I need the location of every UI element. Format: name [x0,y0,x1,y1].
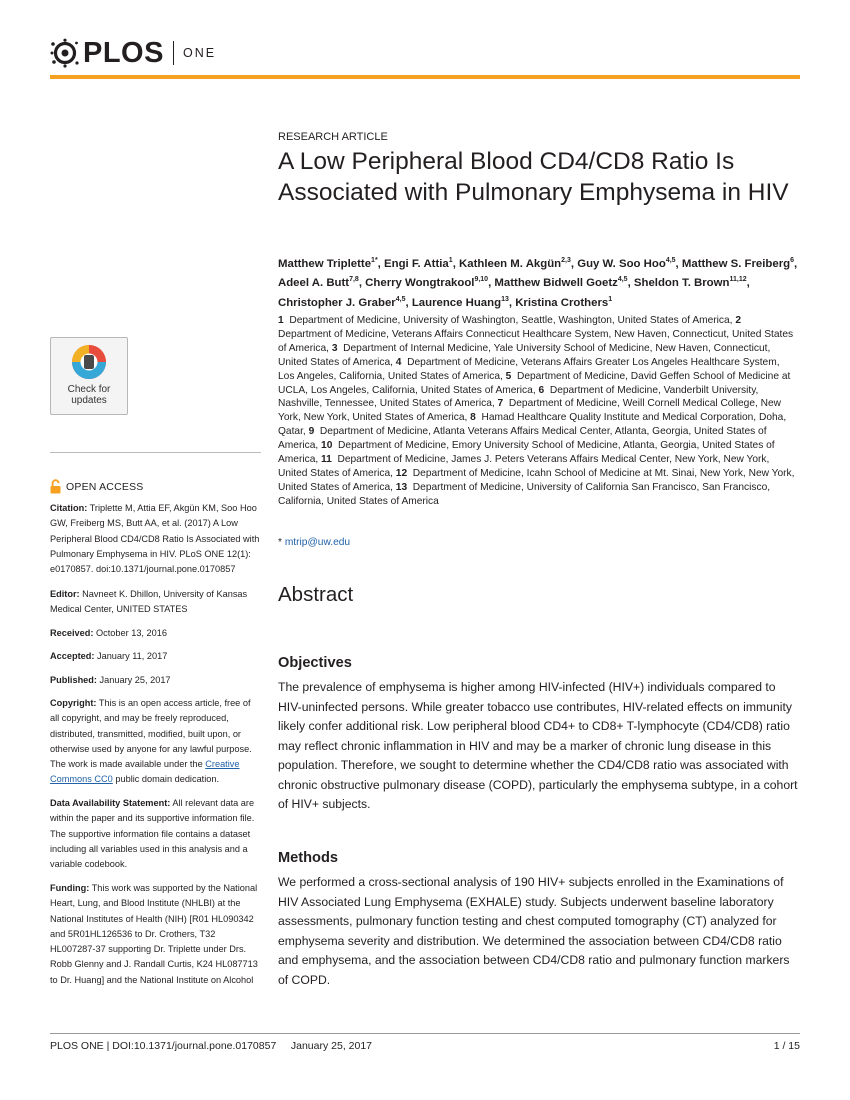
copyright-text: This is an open access article, free of all copyright, and may be freely reproduced, distributed, transmitted, modified, built upon, or otherwise used by anyone for any lawful purpose. The work is made available under the [50,698,252,770]
author-name: Laurence Huang$^{13}$ [411,295,509,309]
check-for-updates-badge[interactable] [50,337,128,415]
abstract-heading: Abstract [278,583,354,606]
email-marker: * [278,537,282,548]
affiliation-item: 12 Department of Medicine, Icahn School of Medicine at Mt. Sinai, New York, New York, United States of America, [278,467,795,493]
affiliation-item: 7 Department of Medicine, Weill Cornell Medical College, New York, New York, United States of America, [278,398,782,424]
affiliation-item: 4 Department of Medicine, Veterans Affairs Greater Los Angeles Healthcare System, Los Angeles, California, United States of America, [278,356,780,382]
logo-divider [173,41,174,65]
page-number: 1 / 15 [773,1040,800,1052]
author-affiliation-marker: 1* [371,257,378,264]
funding-text: This work was supported by the National Heart, Lung, and Blood Institute (NHLBI) at the National Institutes of Health (NIH) [R01 HL090342 and 5R01HL126536 to Dr. Crothers, T32 HL007287-37 supporting Dr. Triplette under Drs. Robb Glenny and J. Randall Curtis, K24 HL087713 to Dr. Huang] and the National Institute on Alcohol [50,883,258,985]
accepted-date: January 11, 2017 [96,651,168,661]
data-availability-label: Data Availability Statement: [50,798,171,808]
citation-label: Citation: [50,503,88,513]
footer-divider [50,1033,800,1034]
corresponding-email [278,537,350,548]
author-affiliation-marker: 4,5 [395,295,406,303]
author-affiliation-marker: 4,5 [617,276,628,284]
sidebar-divider [50,452,261,453]
copyright-block [50,696,262,788]
affiliation-item: 11 Department of Medicine, James J. Peters Veterans Affairs Medical Center, New York, New York, United States of America, [278,454,770,479]
received-block [50,626,262,641]
affiliation-item: 6 Department of Medicine, Vanderbilt University, Nashville, Tennessee, United States of America, [278,384,759,410]
author-name: Guy W. Soo Hoo$^{4,5}$ [577,257,676,270]
data-availability-text: All relevant data are within the paper and its supportive information file. The supportive information file contains a dataset including all variables used in this analysis and a variable codebook. [50,798,255,870]
badge-line-2: updates [71,395,107,406]
affiliation-number: 1 [278,315,284,326]
article-title: A Low Peripheral Blood CD4/CD8 Ratio Is Associated with Pulmonary Emphysema in HIV [278,148,789,206]
affiliation-item: 3 Department of Internal Medicine, Yale University School of Medicine, New Haven, Connecticut, United States of America, [278,342,771,368]
crossmark-icon [51,338,127,384]
journal-logo [50,36,216,70]
funding-label: Funding: [50,883,90,893]
author-name: Matthew Bidwell Goetz$^{4,5}$ [494,276,628,290]
author-affiliation-marker: 1 [608,295,613,303]
objectives-text: The prevalence of emphysema is higher among HIV-infected (HIV+) individuals compared to HIV-uninfected persons. While greater tobacco use contributes, HIV-related effects on immunity likely confer additional risk. Low peripheral blood CD4+ to CD8+ T-lymphocyte (CD4/CD8) ratio may reflect chronic inflammation in HIV and may be a marker of chronic lung disease in this population. Therefore, we sought to determine whether the CD4/CD8 ratio was associated with chronic obstructive pulmonary disease (COPD), particularly the emphysema subtype, in a cohort of HIV+ subjects. [278,680,798,811]
plos-logo-icon [50,38,80,68]
author-name: Engi F. Attia$^1$ [384,257,453,270]
author-name: Kristina Crothers$^1$ [515,295,613,309]
footer-citation: PLOS ONE | DOI:10.1371/journal.pone.0170857 January 25, 2017 [50,1040,373,1052]
email-link[interactable]: mtrip@uw.edu [284,537,351,548]
affiliation-item: 5 Department of Medicine, David Geffen School of Medicine at UCLA, Los Angeles, California, United States of America, [278,370,791,396]
author-name: Cherry Wongtrakool$^{9,10}$ [365,276,489,290]
brand-name: PLOS [83,36,164,69]
affiliation-number: 7 [497,398,504,410]
affiliation-item: 1 Department of Medicine, University of Washington, Seattle, Washington, United States of America, [278,315,733,326]
open-lock-icon [50,479,61,494]
author-name: Matthew Triplette$^{1*}$ [278,257,378,270]
author-name: Adeel A. Butt$^{7,8}$ [278,276,359,290]
affiliation-number: 10 [321,440,333,452]
affiliation-number: 5 [505,370,512,382]
cc0-link[interactable]: Creative Commons CC0 [50,759,240,785]
header-accent-bar [50,75,800,79]
author-list: Matthew Triplette$^{1*}$, Engi F. Attia$^1$, Kathleen M. Akgün$^{2,3}$, Guy W. Soo Hoo$^{4,5}$, Matthew S. Freiberg$^6$, Adeel A. Butt$^{7,8}$, Cherry Wongtrakool$^{9,10}$, Matthew Bidwell Goetz$^{4,5}$, Sheldon T. Brown$^{11,12}$, Christopher J. Graber$^{4,5}$, Laurence Huang$^{13}$, Kristina Crothers$^1$ [278,257,798,309]
citation-text: Triplette M, Attia EF, Akgün KM, Soo Hoo GW, Freiberg MS, Butt AA, et al. (2017) A Low Peripheral Blood CD4/CD8 Ratio Is Associated with Pulmonary Emphysema in HIV. PLoS ONE 12(1): e0170857. doi:10.1371/journal.pone.0170857 [50,503,260,575]
journal-name: ONE [182,46,217,60]
published-date: January 25, 2017 [99,675,171,685]
published-block [50,673,262,688]
methods-heading: Methods [278,850,338,866]
author-affiliation-marker: 13 [501,295,509,303]
affiliation-number: 12 [395,467,408,479]
author-name: Sheldon T. Brown$^{11,12}$ [633,276,747,290]
copyright-tail: public domain dedication. [115,774,220,785]
affiliation-item: 9 Department of Medicine, Atlanta Veterans Affairs Medical Center, Atlanta, Georgia, United States of America, [278,426,767,452]
editor-label: Editor: [50,589,80,599]
affiliation-item: 2 Department of Medicine, Veterans Affairs Connecticut Healthcare System, New Haven, Connecticut, United States of America, [278,315,794,354]
published-label: Published: [50,675,97,685]
author-affiliation-marker: 11,12 [729,276,747,284]
affiliation-number: 6 [538,384,545,396]
author-affiliation-marker: 2,3 [561,257,571,264]
methods-text: We performed a cross-sectional analysis of 190 HIV+ subjects enrolled in the Examinations of HIV Associated Lung Emphysema (EXHALE) study. Subjects underwent baseline laboratory assessments, pulmonary function testing and chest computed tomography (CT) analyzed for emphysema severity and distribution. We determined the association between CD4/CD8 ratio and emphysema, and the association between CD4/CD8 ratio and pulmonary function markers of COPD. [278,875,790,987]
accepted-label: Accepted: [50,651,95,661]
editor-text: Navneet K. Dhillon, University of Kansas Medical Center, UNITED STATES [50,589,248,615]
affiliation-item: 10 Department of Medicine, Emory University School of Medicine, Atlanta, Georgia, United States of America, [278,440,775,466]
affiliation-number: 11 [321,454,332,466]
author-affiliation-marker: 1 [448,257,453,264]
author-name: Kathleen M. Akgün$^{2,3}$ [459,257,571,270]
editor-block [50,587,262,618]
affiliation-item: 13 Department of Medicine, University of California San Francisco, San Francisco, California, United States of America [278,481,771,507]
author-name: Matthew S. Freiberg$^6$ [681,257,795,270]
affiliation-item: 8 Hamad Healthcare Quality Institute and Medical Corporation, Doha, Qatar, [278,412,787,438]
open-access-label [50,479,143,494]
copyright-label: Copyright: [50,698,97,708]
affiliation-number: 4 [395,356,402,368]
affiliation-number: 3 [331,342,338,354]
affiliation-number: 9 [308,426,315,438]
received-label: Received: [50,628,94,638]
affiliation-number: 13 [395,481,408,493]
author-name: Christopher J. Graber$^{4,5}$ [278,295,406,309]
author-affiliation-marker: 6 [790,257,795,264]
funding-block [50,881,262,988]
received-date: October 13, 2016 [95,628,167,638]
data-availability-block [50,796,262,872]
affiliation-number: 2 [735,315,742,326]
article-type: RESEARCH ARTICLE [278,131,388,143]
author-affiliation-marker: 4,5 [665,257,676,264]
open-access-text: OPEN ACCESS [66,480,144,493]
affiliation-number: 8 [470,412,476,424]
badge-line-1: Check for [67,384,111,395]
author-affiliation-marker: 9,10 [474,276,489,284]
citation-block [50,501,262,577]
affiliation-list [278,314,796,509]
accepted-block [50,649,262,664]
author-affiliation-marker: 7,8 [349,276,359,284]
objectives-heading: Objectives [278,655,352,671]
